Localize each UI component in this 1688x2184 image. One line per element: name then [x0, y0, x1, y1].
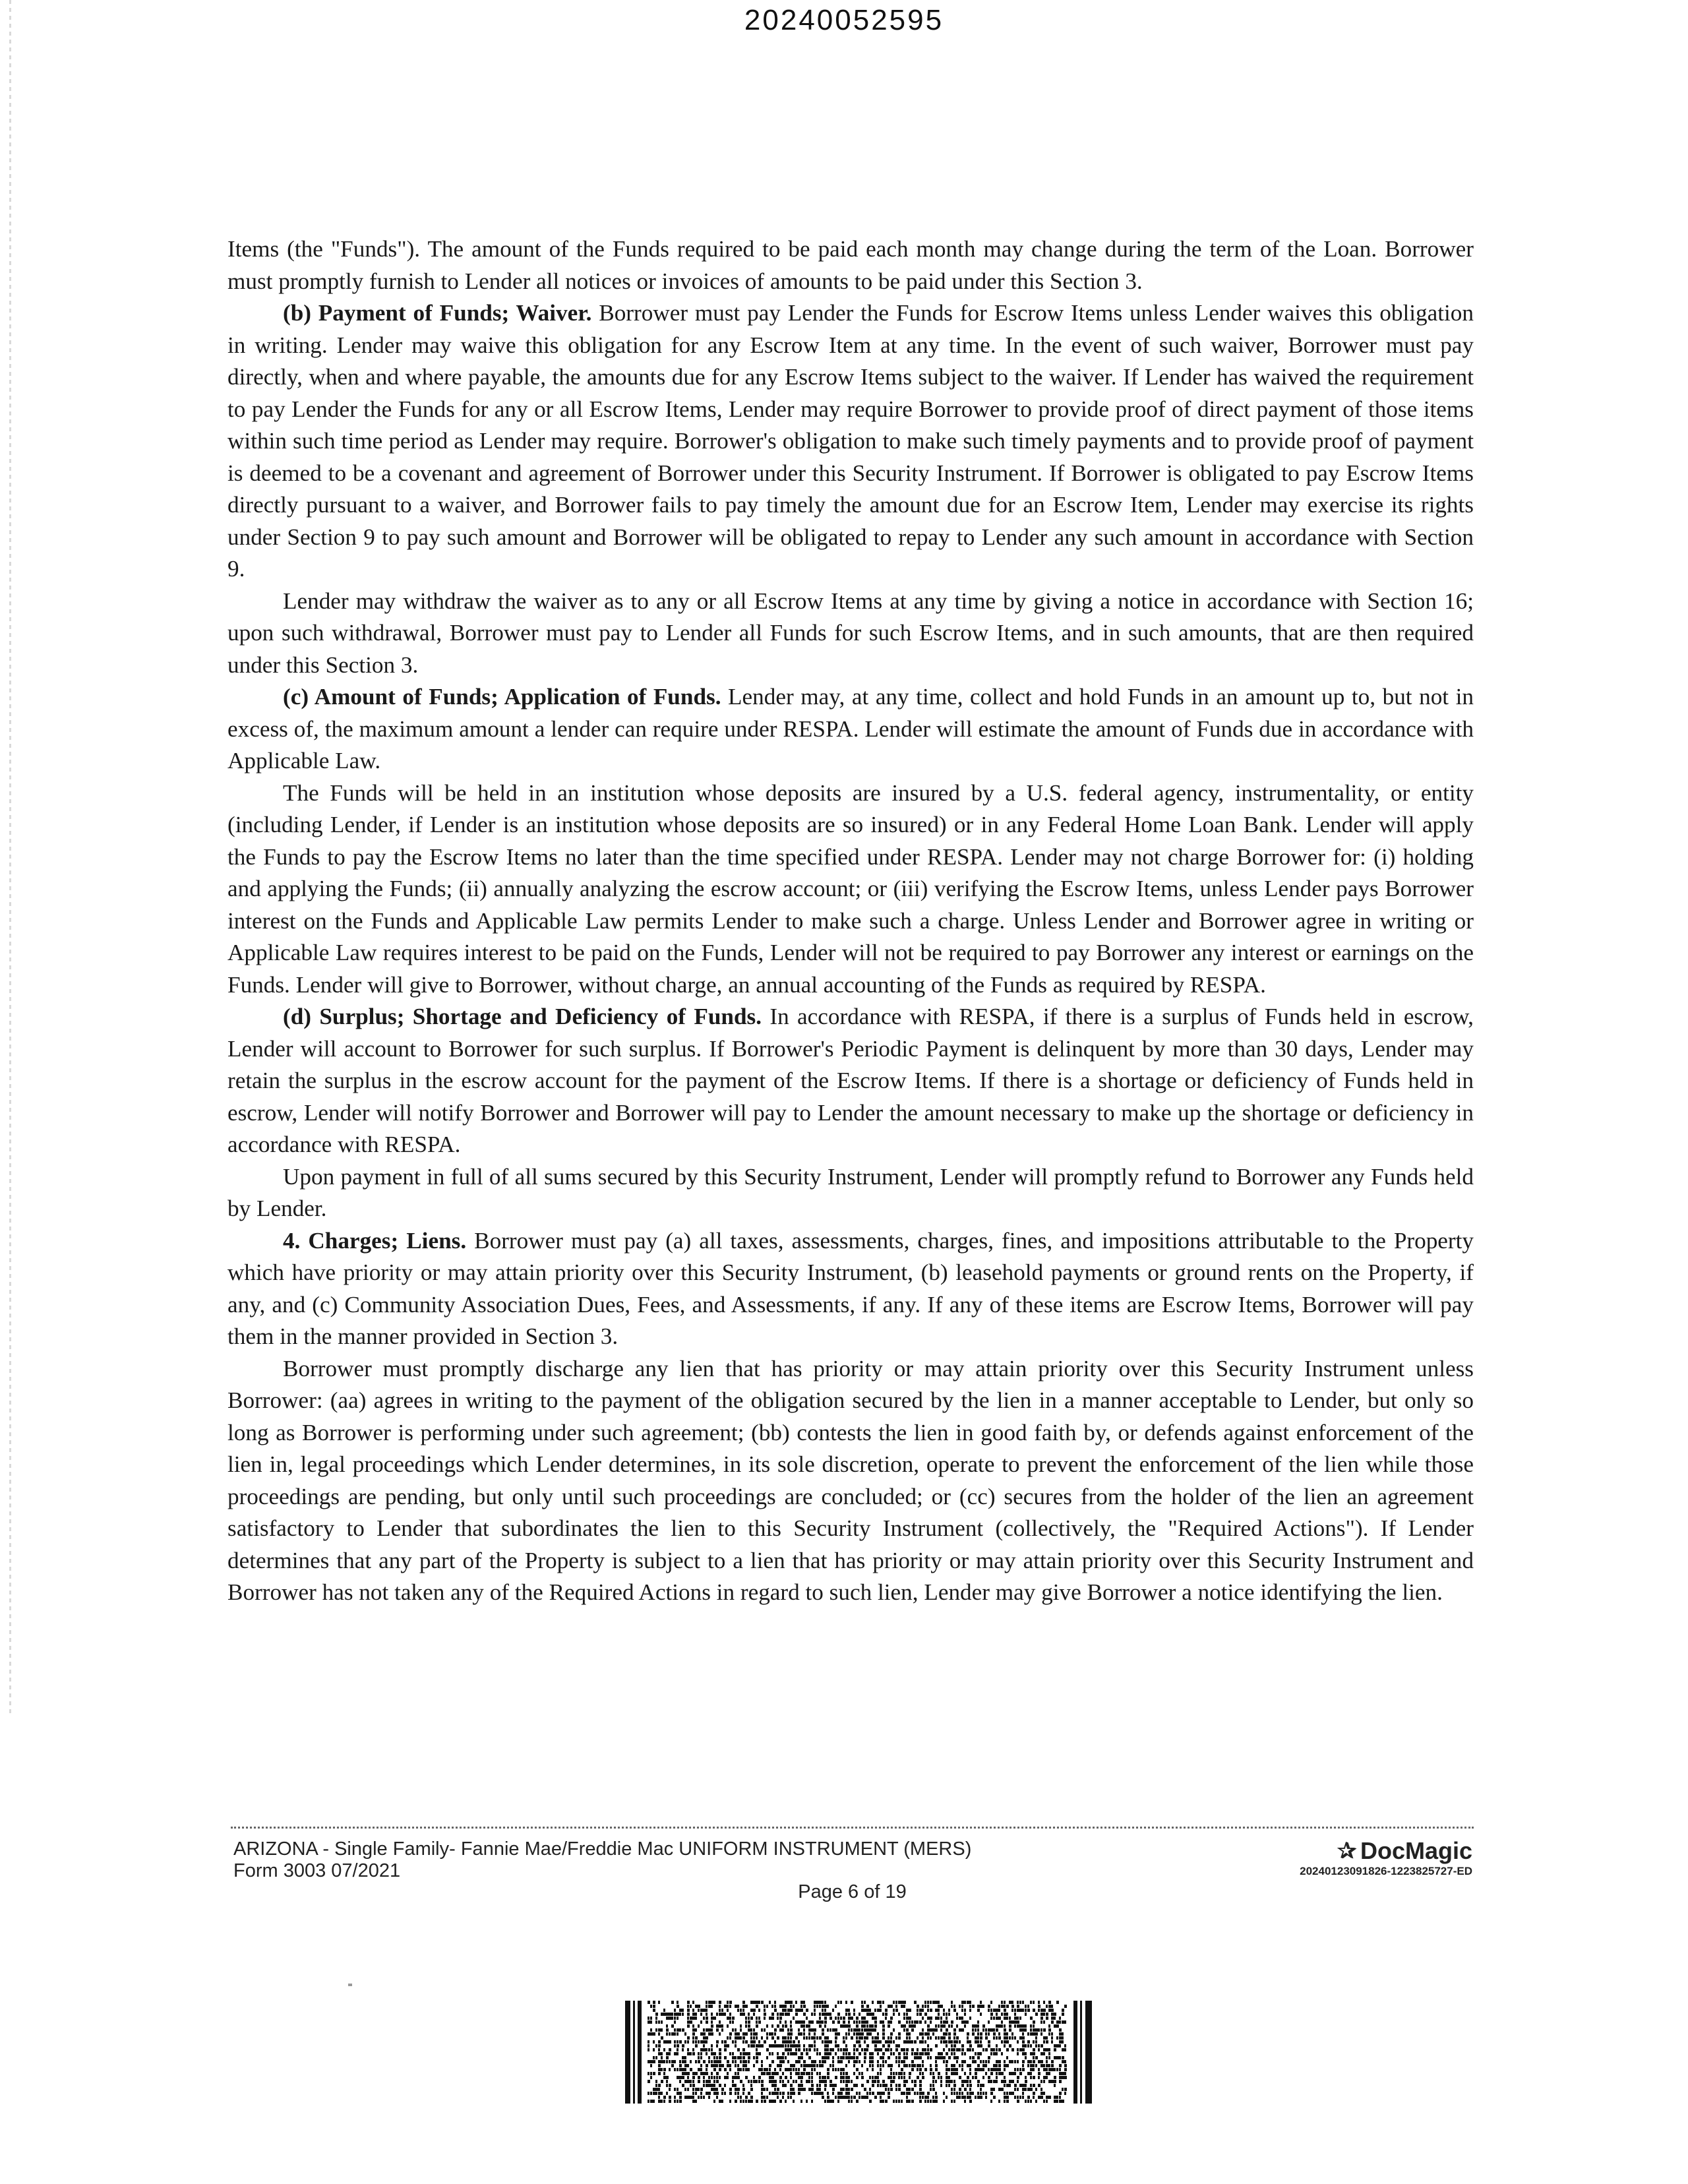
- star-icon: ✰: [1337, 1838, 1356, 1864]
- paragraph: [227, 1353, 1474, 1609]
- paragraph: [227, 297, 1474, 586]
- form-footer: [231, 1838, 1474, 1911]
- paragraph-text: Items (the "Funds"). The amount of the Funds required to be paid each month may change during the term of the Loan. Borrower must promptly furnish to Lender all notices or invoices of amounts to be paid under this Section 3.: [227, 236, 1474, 294]
- paragraph-text: Borrower must pay Lender the Funds for Escrow Items unless Lender waives this obligation in writing. Lender may waive this obligation for any Escrow Item at any time. In the event of such waiver, Borrower must pay directly, when and where payable, the amounts due for any Escrow Items subject to the waiver. If Lender has waived the requirement to pay Lender the Funds for any or all Escrow Items, Lender may require Borrower to provide proof of direct payment of those items within such time period as Lender may require. Borrower's obligation to make such timely payments and to provide proof of payment is deemed to be a covenant and agreement of Borrower under this Security Instrument. If Borrower is obligated to pay Escrow Items directly pursuant to a waiver, and Borrower fails to pay timely the amount due for an Escrow Item, Lender may exercise its rights under Section 9 to pay such amount and Borrower will be obligated to repay to Lender any such amount in accordance with Section 9.: [227, 300, 1474, 582]
- paragraph-text: Lender may withdraw the waiver as to any or all Escrow Items at any time by giving a notice in accordance with Section 16; upon such withdrawal, Borrower must pay to Lender all Funds for such Escrow Items, and in such amounts, that are then required under this Section 3.: [227, 588, 1474, 678]
- form-number: Form 3003 07/2021: [233, 1860, 401, 1881]
- paragraph-text: Upon payment in full of all sums secured by this Security Instrument, Lender will promptly refund to Borrower any Funds held by Lender.: [227, 1163, 1474, 1221]
- barcode: [625, 2001, 1092, 2104]
- paragraph: [227, 777, 1474, 1002]
- paragraph-text: Borrower must promptly discharge any lien that has priority or may attain priority over this Security Instrument unless Borrower: (aa) agrees in writing to the payment of the obligation secured by the lien in a manner acceptable to Lender, but only so long as Borrower is performing under such agreement; (bb) contests the lien in good faith by, or defends against enforcement of the lien in, legal proceedings which Lender determines, in its sole discretion, operate to prevent the enforcement of the lien while those proceedings are pending, but only until such proceedings are concluded; or (cc) secures from the holder of the lien an agreement satisfactory to Lender that subordinates the lien to this Security Instrument (collectively, the "Required Actions"). If Lender determines that any part of the Property is subject to a lien that has priority or may attain priority over this Security Instrument and Borrower has not taken any of the Required Actions in regard to such lien, Lender may give Borrower a notice identifying the lien.: [227, 1355, 1474, 1605]
- docmagic-logo: [1337, 1837, 1472, 1865]
- paragraph-text: In accordance with RESPA, if there is a surplus of Funds held in escrow, Lender will account to Borrower for such surplus. If Borrower's Periodic Payment is delinquent by more than 30 days, Lender may retain the surplus in the escrow account for the payment of the Escrow Items. If there is a shortage or deficiency of Funds held in escrow, Lender will notify Borrower and Borrower will pay to Lender the amount necessary to make up the shortage or deficiency in accordance with RESPA.: [227, 1004, 1474, 1157]
- paragraph-text: Lender may, at any time, collect and hold Funds in an amount up to, but not in excess of, the maximum amount a lender can require under RESPA. Lender will estimate the amount of Funds due in accordance with Applicable Law.: [227, 684, 1474, 774]
- section-heading: (c) Amount of Funds; Application of Funds.: [283, 684, 721, 710]
- paragraph: [227, 586, 1474, 682]
- scan-edge-marks: [9, 0, 11, 1714]
- document-body: [227, 233, 1474, 1609]
- section-heading: (d) Surplus; Shortage and Deficiency of Funds.: [283, 1004, 762, 1029]
- brand-name: DocMagic: [1360, 1837, 1472, 1864]
- scan-speck: [348, 1984, 352, 1986]
- paragraph: [227, 1001, 1474, 1161]
- footer-divider: [231, 1827, 1474, 1829]
- document-id: 20240123091826-1223825727-ED: [1300, 1865, 1472, 1877]
- paragraph: [227, 233, 1474, 297]
- paragraph: [227, 1225, 1474, 1353]
- form-title: ARIZONA - Single Family- Fannie Mae/Freddie Mac UNIFORM INSTRUMENT (MERS): [233, 1838, 972, 1860]
- page-number: Page 6 of 19: [798, 1881, 907, 1902]
- section-heading: (b) Payment of Funds; Waiver.: [283, 300, 592, 326]
- paragraph: [227, 1161, 1474, 1225]
- paragraph-text: Borrower must pay (a) all taxes, assessments, charges, fines, and impositions attributable to the Property which have priority or may attain priority over this Security Instrument, (b) leasehold payments or ground rents on the Property, if any, and (c) Community Association Dues, Fees, and Assessments, if any. If any of these items are Escrow Items, Borrower will pay them in the manner provided in Section 3.: [227, 1227, 1474, 1349]
- section-heading: 4. Charges; Liens.: [283, 1227, 467, 1254]
- recording-number: 20240052595: [744, 4, 944, 36]
- paragraph-text: The Funds will be held in an institution whose deposits are insured by a U.S. federal agency, instrumentality, or entity (including Lender, if Lender is an institution whose deposits are so insured) or in any Federal Home Loan Bank. Lender will apply the Funds to pay the Escrow Items no later than the time specified under RESPA. Lender may not charge Borrower for: (i) holding and applying the Funds; (ii) annually analyzing the escrow account; or (iii) verifying the Escrow Items, unless Lender pays Borrower interest on the Funds and Applicable Law permits Lender to make such a charge. Unless Lender and Borrower agree in writing or Applicable Law requires interest to be paid on the Funds, Lender will not be required to pay Borrower any interest or earnings on the Funds. Lender will give to Borrower, without charge, an annual accounting of the Funds as required by RESPA.: [227, 779, 1474, 998]
- paragraph: [227, 681, 1474, 777]
